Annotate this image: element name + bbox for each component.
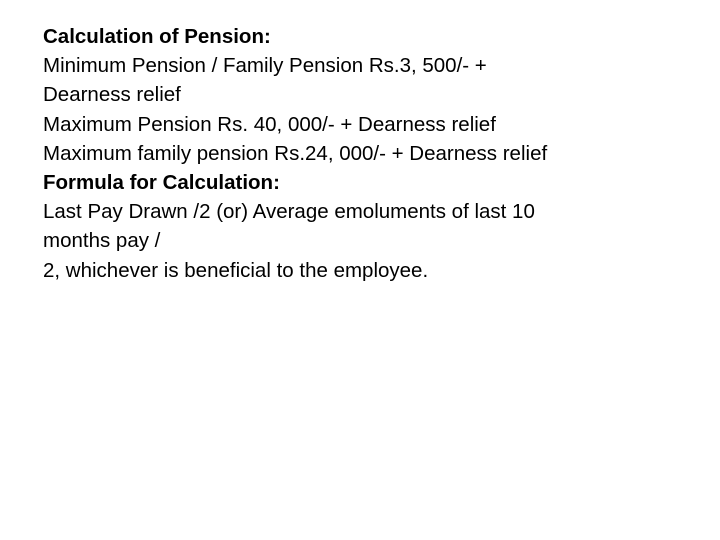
formula-line-1: Last Pay Drawn /2 (or) Average emoluments of last 10 <box>43 200 535 224</box>
maximum-family-pension-line: Maximum family pension Rs.24, 000/- + Dearness relief <box>43 141 548 165</box>
formula-heading: Formula for Calculation: <box>43 171 280 195</box>
maximum-pension-line: Maximum Pension Rs. 40, 000/- + Dearness relief <box>43 112 496 136</box>
calculation-heading: Calculation of Pension: <box>43 25 271 48</box>
formula-line-3: 2, whichever is beneficial to the employee. <box>43 258 429 282</box>
text-block <box>43 22 663 285</box>
dearness-relief-line: Dearness relief <box>43 83 181 107</box>
formula-line-2: months pay / <box>43 229 161 253</box>
minimum-pension-line: Minimum Pension / Family Pension Rs.3, 500/- + <box>43 54 487 78</box>
